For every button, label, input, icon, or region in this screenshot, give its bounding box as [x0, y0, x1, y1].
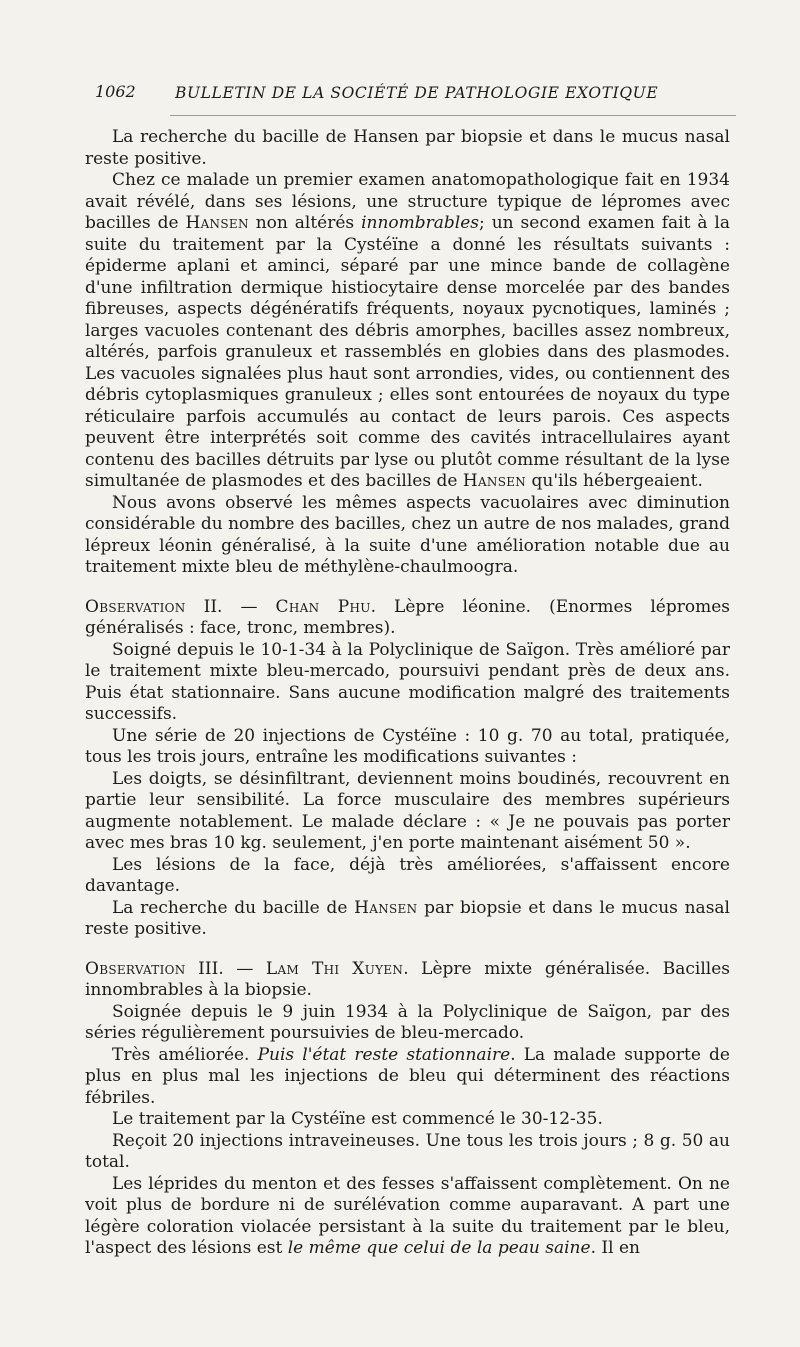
running-title: BULLETIN DE LA SOCIÉTÉ DE PATHOLOGIE EXOTIQUE — [175, 84, 659, 102]
author-name: Hansen — [462, 471, 527, 491]
paragraph: La recherche du bacille de Hansen par biopsie et dans le mucus nasal reste positive. — [85, 897, 730, 939]
page-header — [95, 82, 735, 112]
paragraph: Chez ce malade un premier examen anatomopathologique fait en 1934 avait révélé, dans ses lésions, une structure typique de lépromes avec bacilles de Hansen non altérés innombrables; un second examen fait à la suite du traitement par la Cystéïne a donné les résultats suivants : épiderme aplani et aminci, séparé par une mince bande de collagène d'une infiltration dermique histiocytaire dense morcelée par des bandes fibreuses, aspects dégénératifs fréquents, noyaux pycnotiques, laminés ; larges vacuoles contenant des débris amorphes, bacilles assez nombreux, altérés, parfois granuleux et rassemblés en globies dans des plasmodes. Les vacuoles signalées plus haut sont arrondies, vides, ou contiennent des débris cytoplasmiques granuleux ; elles sont entourées de noyaux du type réticulaire parfois accumulés au contact de leurs parois. Ces aspects peuvent être interprétés soit comme des cavités intracellulaires ayant contenu des bacilles détruits par lyse ou plutôt comme résultant de la lyse simultanée de plasmodes et des bacilles de Hansen qu'ils hébergeaient. — [85, 170, 730, 491]
emphasis: le même que celui de la peau saine — [287, 1238, 591, 1258]
paragraph: Une série de 20 injections de Cystéïne : 10 g. 70 au total, pratiquée, tous les trois jours, entraîne les modifications suivantes : — [85, 725, 730, 767]
author-name: Hansen — [185, 213, 249, 233]
emphasis: innombrables — [361, 213, 480, 233]
paragraph: Très améliorée. Puis l'état reste stationnaire. La malade supporte de plus en plus mal les injections de bleu qui déterminent des réactions fébriles. — [85, 1044, 730, 1108]
paragraph: Les léprides du menton et des fesses s'affaissent complètement. On ne voit plus de bordure ni de surélévation comme auparavant. A part une légère coloration violacée persistant à la suite du traitement par le bleu, l'aspect des lésions est le même que celui de la peau saine. Il en — [85, 1173, 730, 1258]
paragraph: Reçoit 20 injections intraveineuses. Une tous les trois jours ; 8 g. 50 au total. — [85, 1130, 730, 1172]
paragraph: Soignée depuis le 9 juin 1934 à la Polyclinique de Saïgon, par des séries régulièrement poursuivies de bleu-mercado. — [85, 1001, 730, 1043]
author-name: Hansen — [354, 897, 418, 918]
patient-name: Lam Thi Xuyen — [265, 958, 404, 979]
paragraph: Le traitement par la Cystéïne est commencé le 30-12-35. — [112, 1109, 603, 1129]
header-rule — [170, 115, 736, 116]
page-number: 1062 — [95, 82, 136, 101]
patient-name: Chan Phu — [275, 596, 371, 617]
observation-heading: Observation III. — Lam Thi Xuyen. Lèpre mixte généralisée. Bacilles innombrables à la biopsie. — [85, 958, 730, 1000]
emphasis: Puis l'état reste stationnaire — [257, 1044, 511, 1065]
observation-heading: Observation II. — Chan Phu. Lèpre léonine. (Enormes lépromes généralisés : face, tronc, membres). — [85, 596, 731, 638]
paragraph: Les lésions de la face, déjà très améliorées, s'affaissent encore davantage. — [85, 854, 730, 896]
paragraph: Nous avons observé les mêmes aspects vacuolaires avec diminution considérable du nombre des bacilles, chez un autre de nos malades, grand lépreux léonin généralisé, à la suite d'une amélioration notable due au traitement mixte bleu de méthylène-chaulmoogra. — [85, 492, 731, 577]
paragraph: Soigné depuis le 10-1-34 à la Polyclinique de Saïgon. Très amélioré par le traitement mixte bleu-mercado, poursuivi pendant près de deux ans. Puis état stationnaire. Sans aucune modification malgré des traitements successifs. — [85, 639, 730, 724]
paragraph: Les doigts, se désinfiltrant, deviennent moins boudinés, recouvrent en partie leur sensibilité. La force musculaire des membres supérieurs augmente notablement. Le malade déclare : « Je ne pouvais pas porter avec mes bras 10 kg. seulement, j'en porte maintenant aisément 50 ». — [85, 768, 730, 853]
article-body — [85, 127, 730, 1260]
paragraph: La recherche du bacille de Hansen par biopsie et dans le mucus nasal reste positive. — [85, 127, 730, 169]
